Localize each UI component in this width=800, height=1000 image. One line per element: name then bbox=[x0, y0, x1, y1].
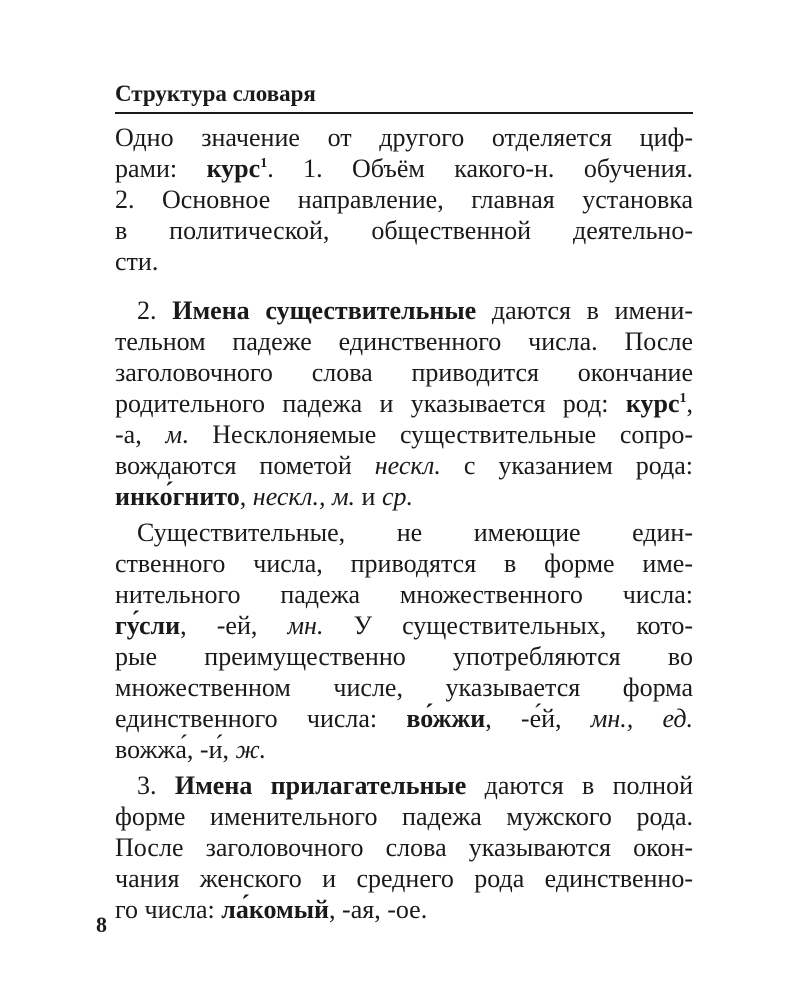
headword-example: курс bbox=[625, 389, 680, 418]
text-line: вожжа́, -и́, ж. bbox=[115, 735, 267, 764]
text-line: 2. Имена существительные даются в имени- bbox=[137, 296, 694, 325]
text-line: 2. Основное направление, главная установка bbox=[115, 185, 693, 214]
headword-example: курс bbox=[206, 154, 261, 183]
text-line: единственного числа: во́жжи, -е́й, мн., ед. bbox=[115, 704, 693, 733]
homonym-index: 1 bbox=[679, 391, 687, 407]
section-term: Имена существительные bbox=[172, 296, 477, 325]
text-line: гу́сли, -ей, мн. У существительных, кото- bbox=[115, 611, 693, 640]
header-rule bbox=[115, 112, 693, 114]
grammar-label: мн. bbox=[287, 611, 324, 640]
text-line: рами: курс$^1$. 1. Объём какого-н. обучения. bbox=[115, 154, 693, 183]
text-line: множественном числе, указывается форма bbox=[115, 673, 693, 702]
grammar-label: м bbox=[165, 420, 183, 449]
homonym-index: 1 bbox=[260, 156, 268, 172]
headword-example: гу́сли bbox=[115, 611, 181, 640]
text-line: рые преимущественно употребляются во bbox=[115, 642, 693, 671]
text-line: чания женского и среднего рода единственно- bbox=[115, 864, 693, 893]
text-line: го числа: ла́комый, -ая, -ое. bbox=[115, 895, 428, 924]
section-title: Структура словаря bbox=[115, 81, 316, 106]
text-line: заголовочного слова приводится окончание bbox=[115, 358, 693, 387]
section-term: Имена прилагательные bbox=[174, 771, 467, 800]
paragraph-nouns bbox=[115, 295, 693, 512]
grammar-label: ср. bbox=[381, 482, 414, 511]
text-line: в политической, общественной деятельно- bbox=[115, 216, 693, 245]
headword-example: во́жжи bbox=[406, 704, 486, 733]
section-header bbox=[115, 80, 693, 114]
grammar-label: ж. bbox=[235, 735, 267, 764]
text-line: -а, м. Несклоняемые существительные сопро- bbox=[115, 420, 693, 449]
grammar-label: нескл. bbox=[374, 451, 441, 480]
paragraph-adjectives bbox=[115, 770, 693, 925]
text-line: нительного падежа множественного числа: bbox=[115, 580, 693, 609]
paragraph-meanings bbox=[115, 122, 693, 277]
text-line: После заголовочного слова указываются окон- bbox=[115, 833, 693, 862]
headword-example: ла́комый bbox=[221, 895, 330, 924]
text-line: ственного числа, приводятся в форме име- bbox=[115, 549, 693, 578]
grammar-label: мн., ед. bbox=[590, 704, 693, 733]
text-line: тельном падеже единственного числа. После bbox=[115, 327, 693, 356]
text-line: вождаются пометой нескл. с указанием рода: bbox=[115, 451, 693, 480]
paragraph-plural-nouns bbox=[115, 517, 693, 765]
page-number: 8 bbox=[96, 912, 107, 937]
text-line: родительного падежа и указывается род: курс$^1$, bbox=[115, 389, 693, 418]
text-line: сти. bbox=[115, 247, 159, 276]
text-line: 3. Имена прилагательные даются в полной bbox=[137, 771, 694, 800]
text-line: Существительные, не имеющие един- bbox=[137, 518, 693, 547]
text-line: форме именительного падежа мужского рода. bbox=[115, 802, 693, 831]
headword-example: инко́гнито bbox=[115, 482, 240, 511]
text-line: инко́гнито, нескл., м. и ср. bbox=[115, 482, 414, 511]
text-line: Одно значение от другого отделяется циф- bbox=[115, 123, 693, 152]
grammar-label: нескл., м. bbox=[252, 482, 356, 511]
